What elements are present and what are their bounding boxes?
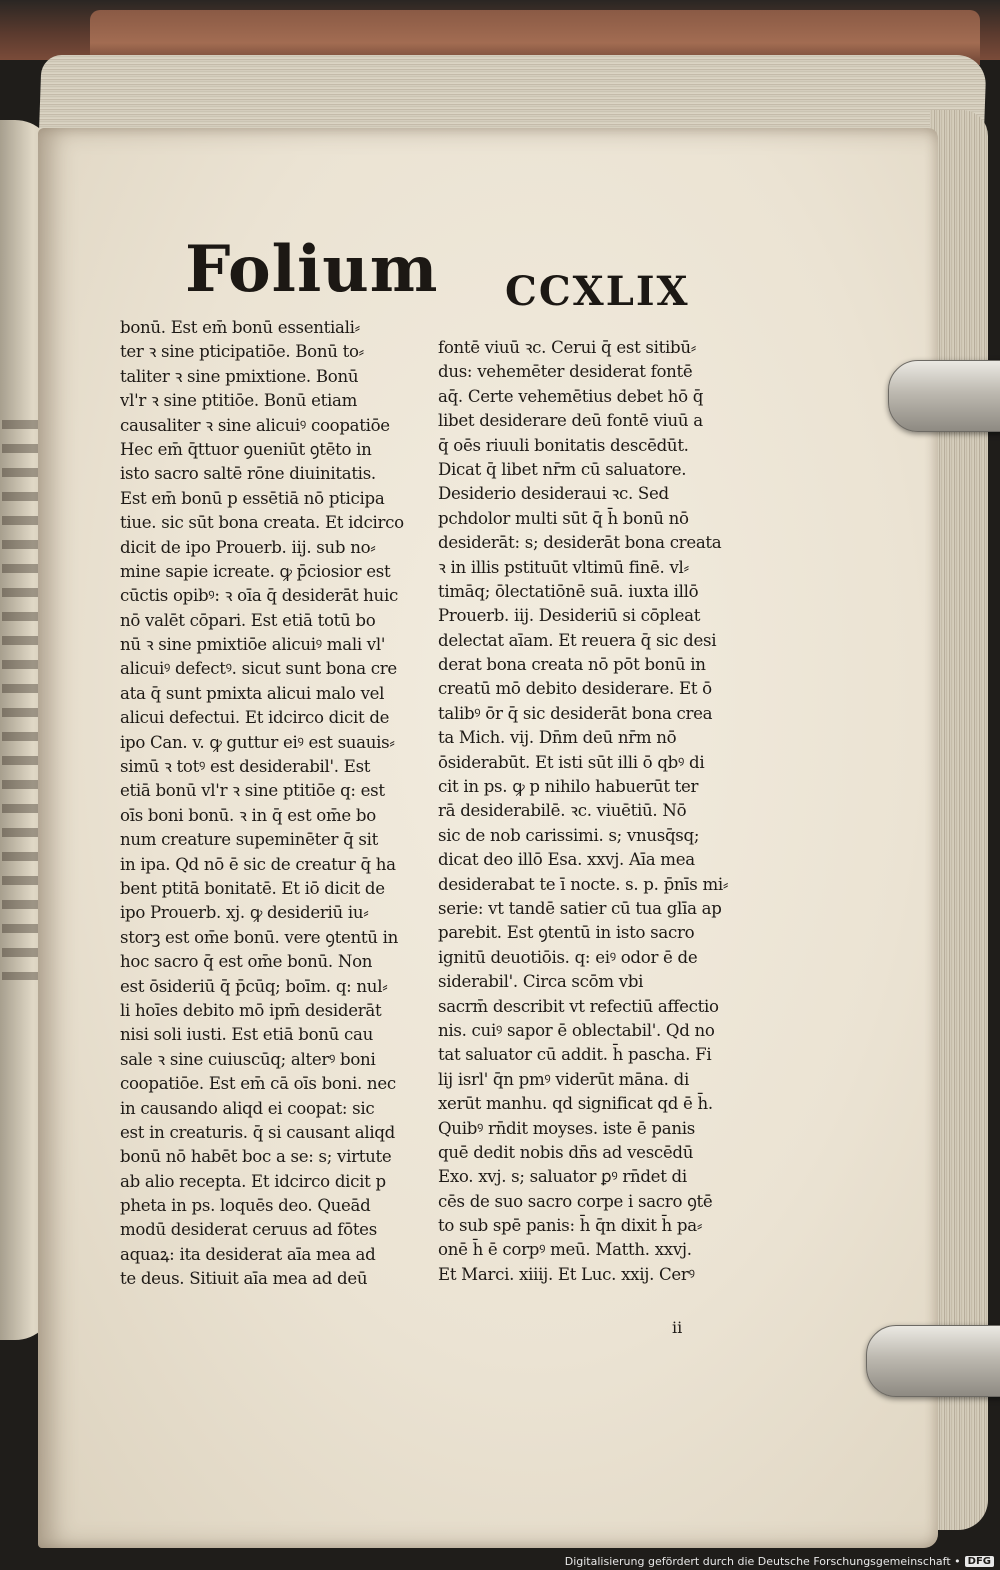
text-line: ipo Can. v. ꝙ guttur eiꝰ est suauis⸗ <box>120 732 395 752</box>
text-line: Hec em̄ q̄ttuor ꝯueniūt ꝯtēto in <box>120 439 372 459</box>
text-line: pchdolor multi sūt q̄ h̄ bonū nō <box>438 508 689 528</box>
text-line: ignitū deuotiōis. q: eiꝰ odor ē de <box>438 947 698 967</box>
text-line: creatū mō debito desiderare. Et ō <box>438 679 712 699</box>
text-line: ab alio recepta. Et idcirco dicit p <box>120 1171 386 1191</box>
text-line: num creature supeminēter q̄ sit <box>120 830 378 850</box>
text-line: Dicat q̄ libet nr̄m cū saluatore. <box>438 459 687 479</box>
text-line: nū ꝛ sine pmixtiōe alicuiꝰ mali vl' <box>120 635 386 655</box>
text-line: isto sacro saltē rōne diuinitatis. <box>120 464 376 484</box>
text-line: aq̄. Certe vehemētius debet hō q̄ <box>438 386 704 406</box>
text-line: dicat deo illō Esa. xxvj. Aīa mea <box>438 850 695 870</box>
text-line: bonū. Est em̄ bonū essentiali⸗ <box>120 318 360 337</box>
text-line: sale ꝛ sine cuiuscūq; alterꝰ boni <box>120 1049 376 1069</box>
text-line: alicui defectui. Et idcirco dicit de <box>120 708 390 728</box>
text-line: tiue. sic sūt bona creata. Et idcirco <box>120 513 404 533</box>
folium-number: CCXLIX <box>505 268 690 315</box>
text-line: taliter ꝛ sine pmixtione. Bonū <box>120 366 359 386</box>
text-line: talibꝰ ōr q̄ sic desiderāt bona crea <box>438 703 713 723</box>
left-text-column <box>120 316 438 1292</box>
book-clasp-upper <box>888 360 1000 432</box>
text-line: etiā bonū vl'r ꝛ sine ptitiōe q: est <box>120 781 385 801</box>
text-line: modū desiderat ceruus ad fōtes <box>120 1220 377 1240</box>
text-line: aquaꝝ: ita desiderat aīa mea ad <box>120 1244 376 1264</box>
text-line: storꝫ est om̄e bonū. vere ꝯtentū in <box>120 927 399 947</box>
credit-text: Digitalisierung gefördert durch die Deutsche Forschungsgemeinschaft • <box>564 1555 961 1568</box>
text-line: nis. cuiꝰ sapor ē oblectabil'. Qd no <box>438 1020 715 1040</box>
right-text-column <box>438 336 763 1287</box>
text-line: parebit. Est ꝯtentū in isto sacro <box>438 923 695 943</box>
text-line: onē h̄ ē corpꝰ meū. Matth. xxvj. <box>438 1240 692 1260</box>
text-line: est ōsideriū q̄ p̄cūq; boīm. q: nul⸗ <box>120 976 388 996</box>
text-line: cēs de suo sacro corpe i sacro ꝯtē <box>438 1191 713 1211</box>
text-line: Prouerb. iij. Desideriū si cōpleat <box>438 606 701 626</box>
text-line: pheta in ps. loquēs deo. Queād <box>120 1196 371 1216</box>
text-line: Et Marci. xiiij. Et Luc. xxij. Cerꝰ <box>438 1264 695 1284</box>
text-line: timāq; ōlectatiōnē suā. iuxta illō <box>438 581 699 601</box>
text-line: Est em̄ bonū p essētiā nō pticipa <box>120 488 385 508</box>
text-line: ipo Prouerb. xj. ꝙ desideriū iu⸗ <box>120 903 369 923</box>
text-line: nisi soli iusti. Est etiā bonū cau <box>120 1025 373 1045</box>
text-line: xerūt manhu. qd significat qd ē h̄. <box>438 1094 713 1114</box>
text-line: te deus. Sitiuit aīa mea ad deū <box>120 1269 368 1289</box>
signature-mark: ii <box>672 1318 683 1337</box>
text-line: dus: vehemēter desiderat fontē <box>438 362 693 382</box>
text-line: nō valēt cōpari. Est etiā totū bo <box>120 610 376 630</box>
text-line: desiderabat te ī nocte. s. p. p̄nīs mi⸗ <box>438 874 729 894</box>
text-line: fontē viuū ꝛc. Cerui q̄ est sitibū⸗ <box>438 338 696 357</box>
text-line: li hoīes debito mō ipm̄ desiderāt <box>120 1000 382 1020</box>
text-line: bonū nō habēt boc a se: s; virtute <box>120 1147 392 1167</box>
text-line: to sub spē panis: h̄ q̄n dixit h̄ pa⸗ <box>438 1216 703 1236</box>
text-line: ōsiderabūt. Et isti sūt illi ō qbꝰ di <box>438 752 705 772</box>
text-line: serie: vt tandē satier cū tua glīa ap <box>438 898 722 918</box>
dfg-logo: DFG <box>965 1556 994 1567</box>
text-line: cit in ps. ꝙ p nihilo habuerūt ter <box>438 777 699 797</box>
folium-heading: Folium <box>185 232 439 307</box>
text-line: desiderāt: s; desiderāt bona creata <box>438 533 722 553</box>
text-line: bent ptitā bonitatē. Et iō dicit de <box>120 878 385 898</box>
text-line: ta Mich. vij. Dn̄m deū nr̄m nō <box>438 728 677 748</box>
text-line: simū ꝛ totꝰ est desiderabil'. Est <box>120 757 371 777</box>
text-line: rā desiderabilē. ꝛc. viuētiū. Nō <box>438 801 687 821</box>
text-line: mine sapie icreate. ꝙ p̄ciosior est <box>120 561 391 581</box>
text-line: causaliter ꝛ sine alicuiꝰ coopatiōe <box>120 415 390 435</box>
text-line: hoc sacro q̄ est om̄e bonū. Non <box>120 952 373 972</box>
text-line: q̄ oēs riuuli bonitatis descēdūt. <box>438 435 689 455</box>
text-line: siderabil'. Circa scōm vbi <box>438 972 644 992</box>
text-line: est in creaturis. q̄ si causant aliqd <box>120 1122 396 1142</box>
text-line: in causando aliqd ei coopat: sic <box>120 1098 375 1118</box>
text-line: sacrm̄ describit vt refectiū affectio <box>438 996 719 1016</box>
text-line: vl'r ꝛ sine ptitiōe. Bonū etiam <box>120 391 358 411</box>
text-line: dicit de ipo Prouerb. iij. sub no⸗ <box>120 537 376 557</box>
text-line: sic de nob carissimi. s; vnusq̄sq; <box>438 825 700 845</box>
page-edges-right <box>930 110 988 1530</box>
text-line: in ipa. Qd nō ē sic de creatur q̄ ha <box>120 854 396 874</box>
text-line: alicuiꝰ defectꝰ. sicut sunt bona cre <box>120 659 397 679</box>
text-line: ter ꝛ sine pticipatiōe. Bonū to⸗ <box>120 342 364 362</box>
text-line: coopatiōe. Est em̄ cā oīs boni. nec <box>120 1074 396 1094</box>
facing-page-text-traces <box>2 420 42 980</box>
text-line: Desiderio desideraui ꝛc. Sed <box>438 484 669 504</box>
text-line: tat saluator cū addit. h̄ pascha. Fi <box>438 1045 712 1065</box>
text-line: Quibꝰ rn̄dit moyses. iste ē panis <box>438 1118 695 1138</box>
book-clasp-lower <box>866 1325 1000 1397</box>
digitization-credit <box>565 1555 994 1568</box>
text-line: lij isrl' q̄n pmꝰ viderūt māna. di <box>438 1069 689 1089</box>
text-line: libet desiderare deū fontē viuū a <box>438 411 703 431</box>
text-line: ꝛ in illis pstituūt vltimū finē. vl⸗ <box>438 557 689 577</box>
text-line: delectat aīam. Et reuera q̄ sic desi <box>438 630 717 650</box>
text-line: quē dedit nobis dn̄s ad vescēdū <box>438 1142 694 1162</box>
text-line: Exo. xvj. s; saluator ꝑꝰ rn̄det di <box>438 1167 687 1187</box>
text-line: cūctis opibꝰ: ꝛ oīa q̄ desiderāt huic <box>120 586 398 606</box>
text-line: ata q̄ sunt pmixta alicui malo vel <box>120 683 385 703</box>
text-line: derat bona creata nō pōt bonū in <box>438 655 706 675</box>
text-line: oīs boni bonū. ꝛ in q̄ est om̄e bo <box>120 805 376 825</box>
